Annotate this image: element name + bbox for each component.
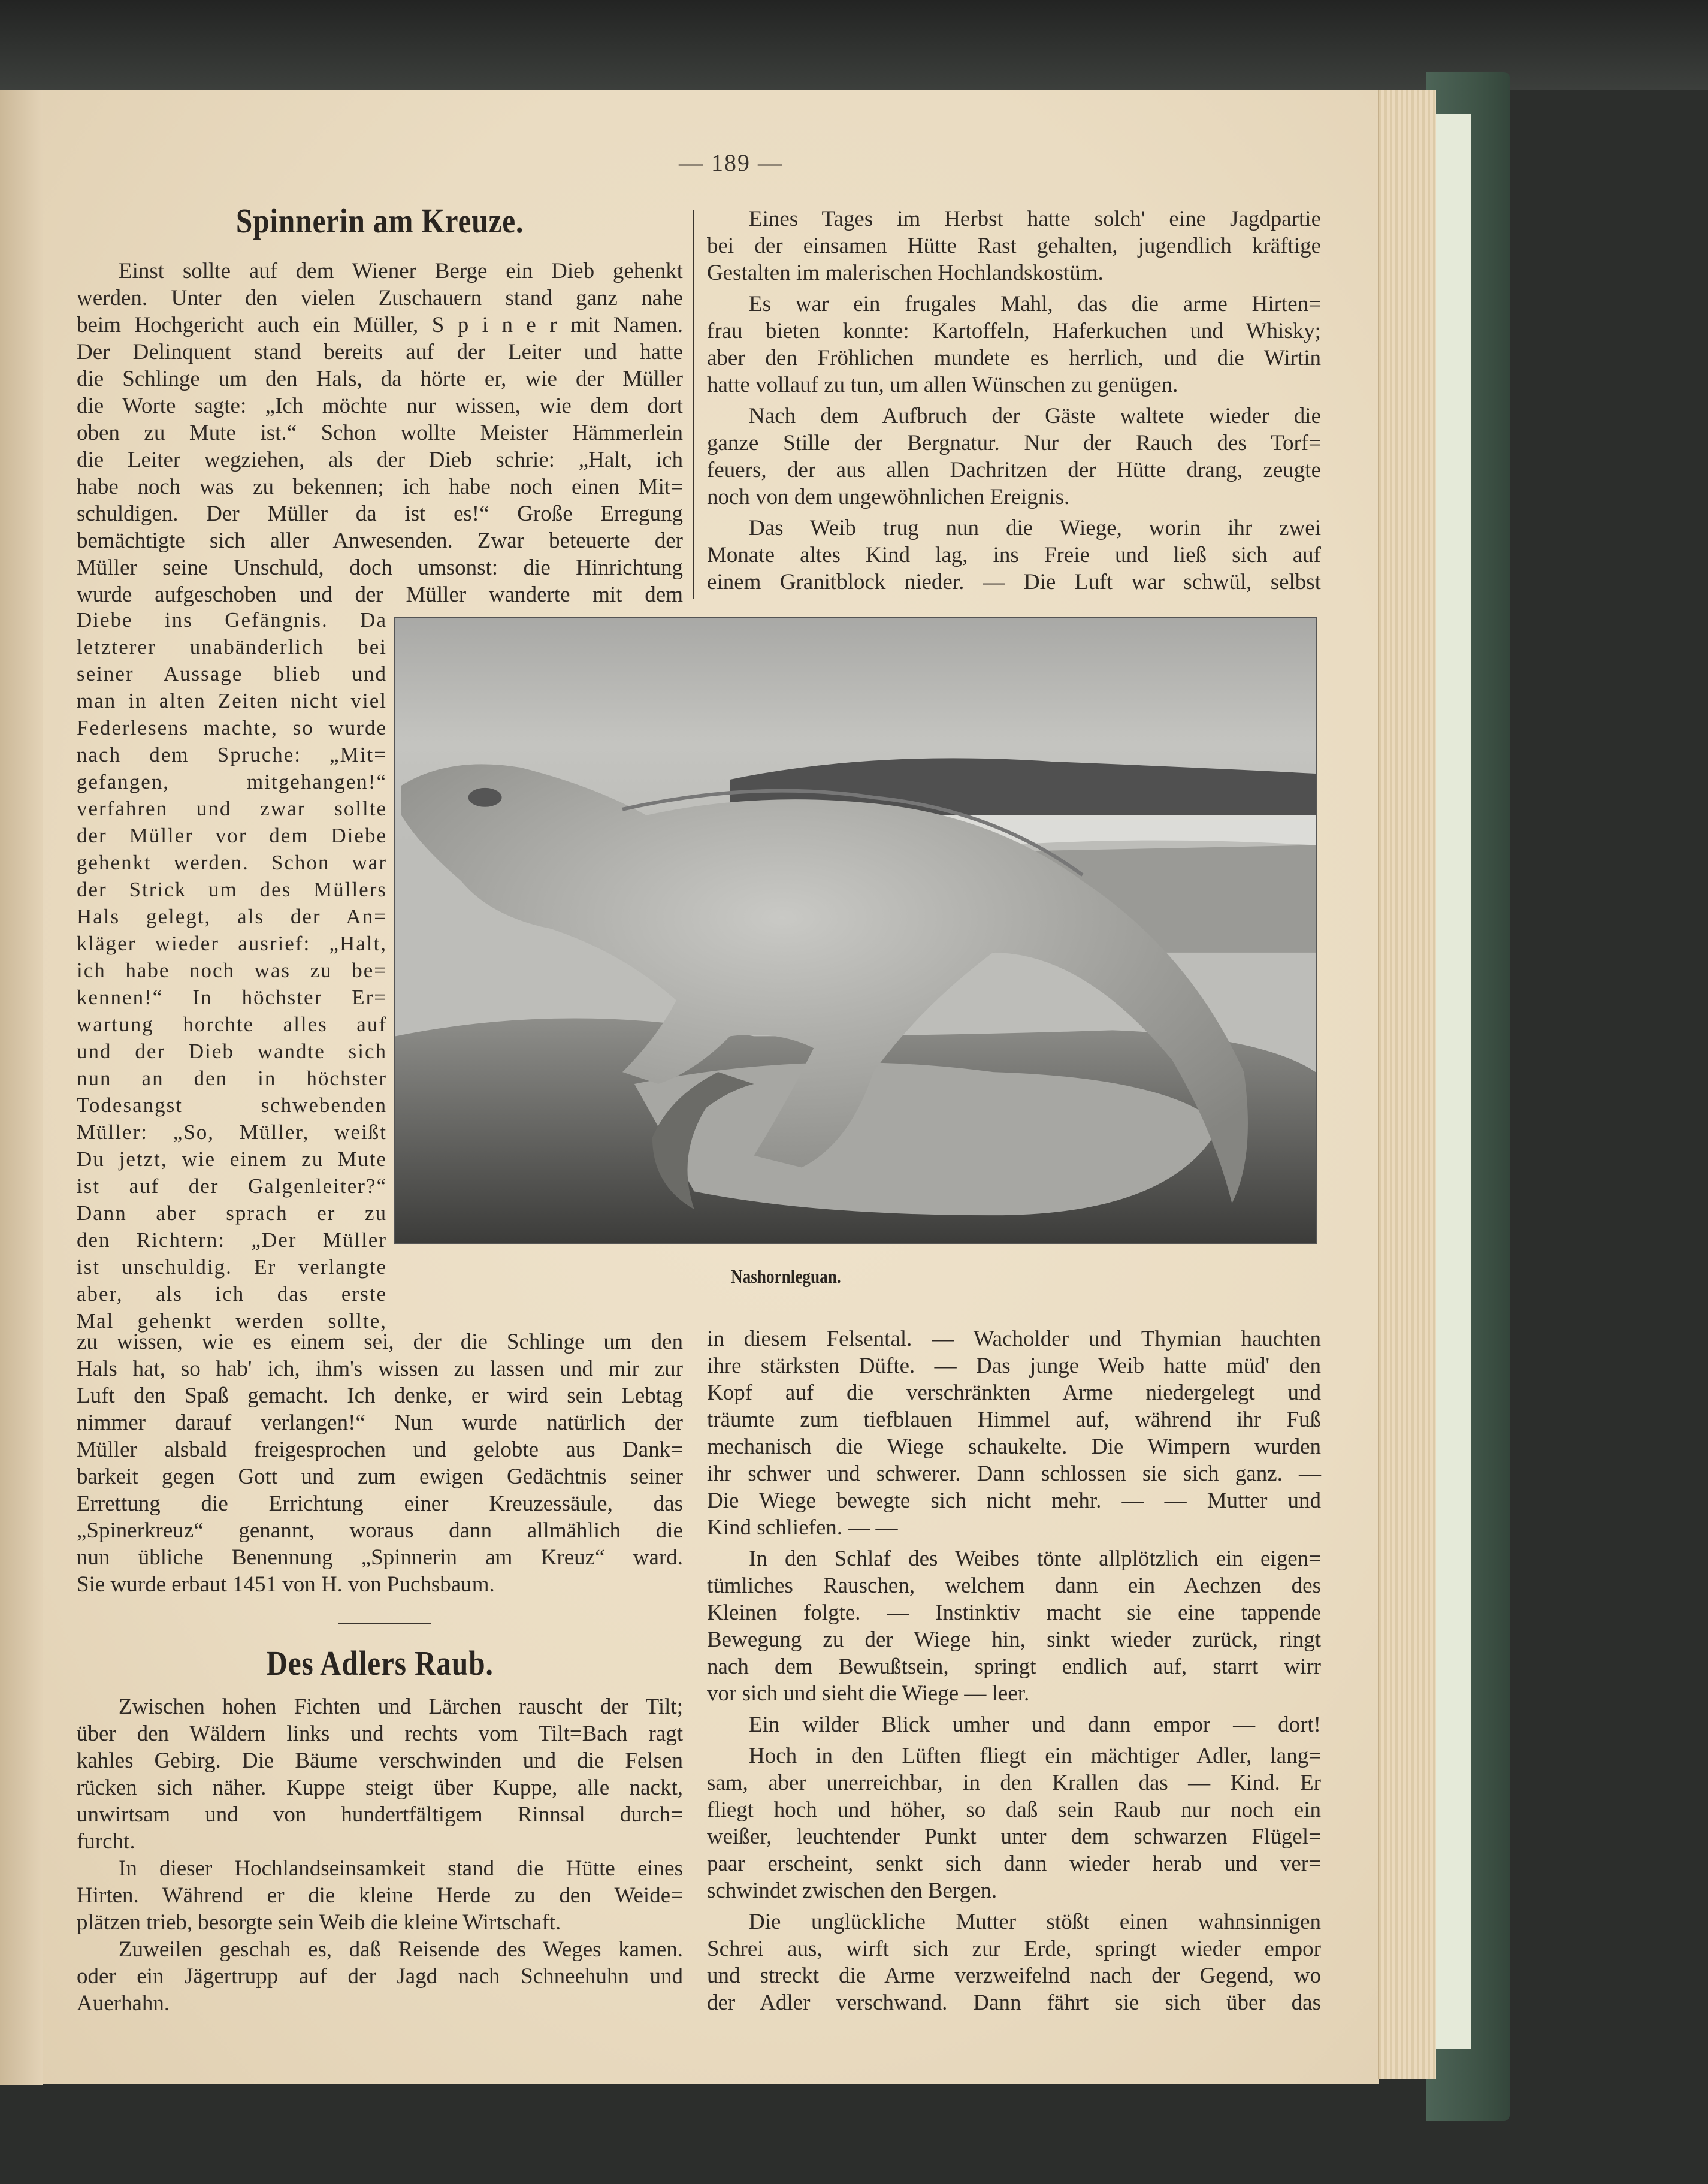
text-line: Der Delinquent stand bereits auf der Leiter und hatte <box>77 340 683 364</box>
text-line: nach dem Bewußtsein, springt endlich auf, starrt wirr <box>707 1654 1321 1679</box>
text-line: kennen!“ In höchster Er= <box>77 986 387 1009</box>
text-line: Hals gelegt, als der An= <box>77 905 387 928</box>
text-line: Mal gehenkt werden sollte, <box>77 1309 387 1333</box>
text-line: in diesem Felsental. — Wacholder und Thymian hauchten <box>707 1327 1321 1351</box>
text-line: gehenkt werden. Schon war <box>77 851 387 874</box>
text-line: beim Hochgericht auch ein Müller, S p i n e r mit Namen. <box>77 313 683 337</box>
text-line: Hals hat, so hab' ich, ihm's wissen zu lassen und mir zur <box>77 1357 683 1381</box>
text-line: Ein wilder Blick umher und dann empor — dort! <box>749 1712 1321 1737</box>
text-line: einem Granitblock nieder. — Die Luft war schwül, selbst <box>707 570 1321 594</box>
text-line: Müller alsbald freigesprochen und gelobte aus Dank= <box>77 1437 683 1462</box>
text-line: ist auf der Galgenleiter?“ <box>77 1174 387 1198</box>
text-line: Einst sollte auf dem Wiener Berge ein Dieb gehenkt <box>119 259 683 283</box>
text-line: man in alten Zeiten nicht viel <box>77 689 387 712</box>
paragraph <box>707 1711 1321 1738</box>
text-line: bei der einsamen Hütte Rast gehalten, jugendlich kräftige <box>707 234 1321 258</box>
section-divider <box>338 1623 431 1624</box>
text-line: vor sich und sieht die Wiege — leer. <box>707 1681 1030 1706</box>
text-line: Auerhahn. <box>77 1991 170 2016</box>
text-line: paar erscheint, senkt sich dann wieder herab und ver= <box>707 1851 1321 1876</box>
article2-text-left <box>77 1693 683 2017</box>
text-line: wartung horchte alles auf <box>77 1013 387 1036</box>
text-line: Federlesens machte, so wurde <box>77 716 387 739</box>
text-line: fliegt hoch und höher, so daß sein Raub nur noch ein <box>707 1798 1321 1822</box>
text-line: nach dem Spruche: „Mit= <box>77 743 387 766</box>
paragraph <box>77 1936 683 2017</box>
text-line: Diebe ins Gefängnis. Da <box>77 608 387 632</box>
text-line: rücken sich näher. Kuppe steigt über Kuppe, alle nackt, <box>77 1775 683 1800</box>
text-line: furcht. <box>77 1829 135 1854</box>
text-line: Hirten. Während er die kleine Herde zu den Weide= <box>77 1883 683 1908</box>
paragraph <box>707 291 1321 398</box>
text-line: Es war ein frugales Mahl, das die arme Hirten= <box>749 292 1321 316</box>
page-number: — 189 — <box>679 149 783 176</box>
paragraph <box>707 1908 1321 2016</box>
paragraph <box>707 1325 1321 1541</box>
text-line: oder ein Jägertrupp auf der Jagd nach Schneehuhn und <box>77 1964 683 1989</box>
text-line: über den Wäldern links und rechts vom Tilt=Bach ragt <box>77 1721 683 1746</box>
text-line: feuers, der aus allen Dachritzen der Hütte drang, zeugte <box>707 458 1321 482</box>
paragraph <box>707 206 1321 286</box>
paragraph <box>77 258 683 608</box>
text-line: In den Schlaf des Weibes tönte allplötzlich ein eigen= <box>749 1546 1321 1571</box>
page-stack-edge <box>1378 90 1436 2079</box>
text-line: ich habe noch was zu be= <box>77 959 387 982</box>
text-line: Kopf auf die verschränkten Arme niedergelegt und <box>707 1381 1321 1405</box>
text-line: Kleinen folgte. — Instinktiv macht sie eine tappende <box>707 1600 1321 1625</box>
paragraph <box>707 515 1321 596</box>
text-line: Die Wiege bewegte sich nicht mehr. — — Mutter und <box>707 1488 1321 1513</box>
text-line: nun übliche Benennung „Spinnerin am Kreuz“ ward. <box>77 1545 683 1570</box>
text-line: wurde aufgeschoben und der Müller wanderte mit dem <box>77 582 683 607</box>
article2-text-right-bottom <box>707 1325 1321 2016</box>
text-line: verfahren und zwar sollte <box>77 797 387 820</box>
text-line: oben zu Mute ist.“ Schon wollte Meister Hämmerlein <box>77 421 683 445</box>
text-line: Bewegung zu der Wiege hin, sinkt wieder zurück, ringt <box>707 1627 1321 1652</box>
article-title-spinnerin: Spinnerin am Kreuze. <box>235 201 524 240</box>
text-line: Müller seine Unschuld, doch umsonst: die Hinrichtung <box>77 555 683 580</box>
paragraph <box>77 606 387 1334</box>
text-line: die Leiter wegziehen, als der Dieb schrie: „Halt, ich <box>77 448 683 472</box>
text-line: „Spinerkreuz“ genannt, woraus dann allmählich die <box>77 1518 683 1543</box>
text-line: Sie wurde erbaut 1451 von H. von Puchsbaum. <box>77 1572 495 1597</box>
text-line: die Schlinge um den Hals, da hörte er, wie der Müller <box>77 367 683 391</box>
text-line: aber, als ich das erste <box>77 1282 387 1306</box>
column-rule <box>693 210 694 599</box>
text-line: barkeit gegen Gott und zum ewigen Gedächtnis seiner <box>77 1464 683 1489</box>
text-line: habe noch was zu bekennen; ich habe noch einen Mit= <box>77 475 683 499</box>
text-line: werden. Unter den vielen Zuschauern stand ganz nahe <box>77 286 683 310</box>
text-line: und streckt die Arme verzweifelnd nach der Gegend, wo <box>707 1964 1321 1988</box>
text-line: unwirtsam und von hundertfältigem Rinnsal durch= <box>77 1802 683 1827</box>
text-line: sam, aber unerreichbar, in den Krallen das — Kind. Er <box>707 1771 1321 1795</box>
text-line: In dieser Hochlandseinsamkeit stand die Hütte eines <box>119 1856 683 1881</box>
text-line: Dann aber sprach er zu <box>77 1201 387 1225</box>
text-line: der Strick um des Müllers <box>77 878 387 901</box>
text-line: zu wissen, wie es einem sei, der die Schlinge um den <box>77 1330 683 1354</box>
text-line: mechanisch die Wiege schaukelte. Die Wimpern wurden <box>707 1434 1321 1459</box>
text-line: frau bieten konnte: Kartoffeln, Haferkuchen und Whisky; <box>707 319 1321 343</box>
text-line: schwindet zwischen den Bergen. <box>707 1878 997 1903</box>
text-line: weißer, leuchtender Punkt unter dem schwarzen Flügel= <box>707 1824 1321 1849</box>
text-line: bemächtigte sich aller Anwesenden. Zwar beteuerte der <box>77 528 683 553</box>
text-line: Monate altes Kind lag, ins Freie und ließ sich auf <box>707 543 1321 567</box>
text-line: hatte vollauf zu tun, um allen Wünschen zu genügen. <box>707 373 1178 397</box>
text-line: gefangen, mitgehangen!“ <box>77 770 387 793</box>
text-line: Luft den Spaß gemacht. Ich denke, er wird sein Lebtag <box>77 1383 683 1408</box>
text-line: ihr schwer und schwerer. Dann schlossen sie sich ganz. — <box>707 1461 1321 1486</box>
paragraph <box>707 1545 1321 1707</box>
text-line: letzterer unabänderlich bei <box>77 635 387 658</box>
text-line: Müller: „So, Müller, weißt <box>77 1120 387 1144</box>
paragraph <box>707 403 1321 510</box>
text-line: den Richtern: „Der Müller <box>77 1228 387 1252</box>
text-line: Schrei aus, wirft sich zur Erde, springt wieder empor <box>707 1937 1321 1961</box>
inside-cover <box>1435 114 1471 2049</box>
text-line: Todesangst schwebenden <box>77 1093 387 1117</box>
article1-text-top <box>77 258 683 608</box>
text-line: und der Dieb wandte sich <box>77 1040 387 1063</box>
text-line: Die unglückliche Mutter stößt einen wahnsinnigen <box>749 1910 1321 1934</box>
iguana-photo <box>394 617 1317 1244</box>
text-line: Zwischen hohen Fichten und Lärchen rauscht der Tilt; <box>119 1694 683 1719</box>
paragraph <box>77 1693 683 1855</box>
paragraph <box>707 1742 1321 1904</box>
text-line: Gestalten im malerischen Hochlandskostüm. <box>707 261 1104 285</box>
paragraph <box>77 1328 683 1598</box>
text-line: Errettung die Errichtung einer Kreuzessäule, das <box>77 1491 683 1516</box>
text-line: aber den Fröhlichen mundete es herrlich, und die Wirtin <box>707 346 1321 370</box>
article2-text-right-top <box>707 206 1321 596</box>
figure-caption: Nashornleguan. <box>731 1265 841 1287</box>
paragraph <box>77 1855 683 1936</box>
text-line: seiner Aussage blieb und <box>77 662 387 685</box>
text-line: Eines Tages im Herbst hatte solch' eine Jagdpartie <box>749 207 1321 231</box>
facing-page-edge <box>0 90 43 2085</box>
article-title-adlers-raub: Des Adlers Raub. <box>266 1644 494 1682</box>
text-line: plätzen trieb, besorgte sein Weib die kleine Wirtschaft. <box>77 1910 561 1935</box>
text-line: kläger wieder ausrief: „Halt, <box>77 932 387 955</box>
text-line: Du jetzt, wie einem zu Mute <box>77 1147 387 1171</box>
text-line: Hoch in den Lüften fliegt ein mächtiger Adler, lang= <box>749 1744 1321 1768</box>
text-line: die Worte sagte: „Ich möchte nur wissen, wie dem dort <box>77 394 683 418</box>
text-line: Nach dem Aufbruch der Gäste waltete wieder die <box>749 404 1321 428</box>
text-line: ist unschuldig. Er verlangte <box>77 1255 387 1279</box>
text-line: Kind schliefen. — — <box>707 1515 898 1540</box>
text-line: Das Weib trug nun die Wiege, worin ihr zwei <box>749 516 1321 540</box>
text-line: kahles Gebirg. Die Bäume verschwinden und die Felsen <box>77 1748 683 1773</box>
text-line: noch von dem ungewöhnlichen Ereignis. <box>707 485 1070 509</box>
text-line: träumte zum tiefblauen Himmel auf, während ihr Fuß <box>707 1407 1321 1432</box>
iguana-illustration <box>395 618 1316 1243</box>
text-line: nimmer darauf verlangen!“ Nun wurde natürlich der <box>77 1410 683 1435</box>
text-line: schuldigen. Der Müller da ist es!“ Große Erregung <box>77 502 683 526</box>
text-line: tümliches Rauschen, welchem dann ein Aechzen des <box>707 1573 1321 1598</box>
article1-text-narrow <box>77 606 387 1334</box>
text-line: Zuweilen geschah es, daß Reisende des Weges kamen. <box>119 1937 683 1962</box>
text-line: der Adler verschwand. Dann fährt sie sich über das <box>707 1990 1321 2015</box>
text-line: ihre stärksten Düfte. — Das junge Weib hatte müd' den <box>707 1354 1321 1378</box>
text-line: nun an den in höchster <box>77 1067 387 1090</box>
article1-text-bottom <box>77 1328 683 1598</box>
text-line: der Müller vor dem Diebe <box>77 824 387 847</box>
text-line: ganze Stille der Bergnatur. Nur der Rauch des Torf= <box>707 431 1321 455</box>
